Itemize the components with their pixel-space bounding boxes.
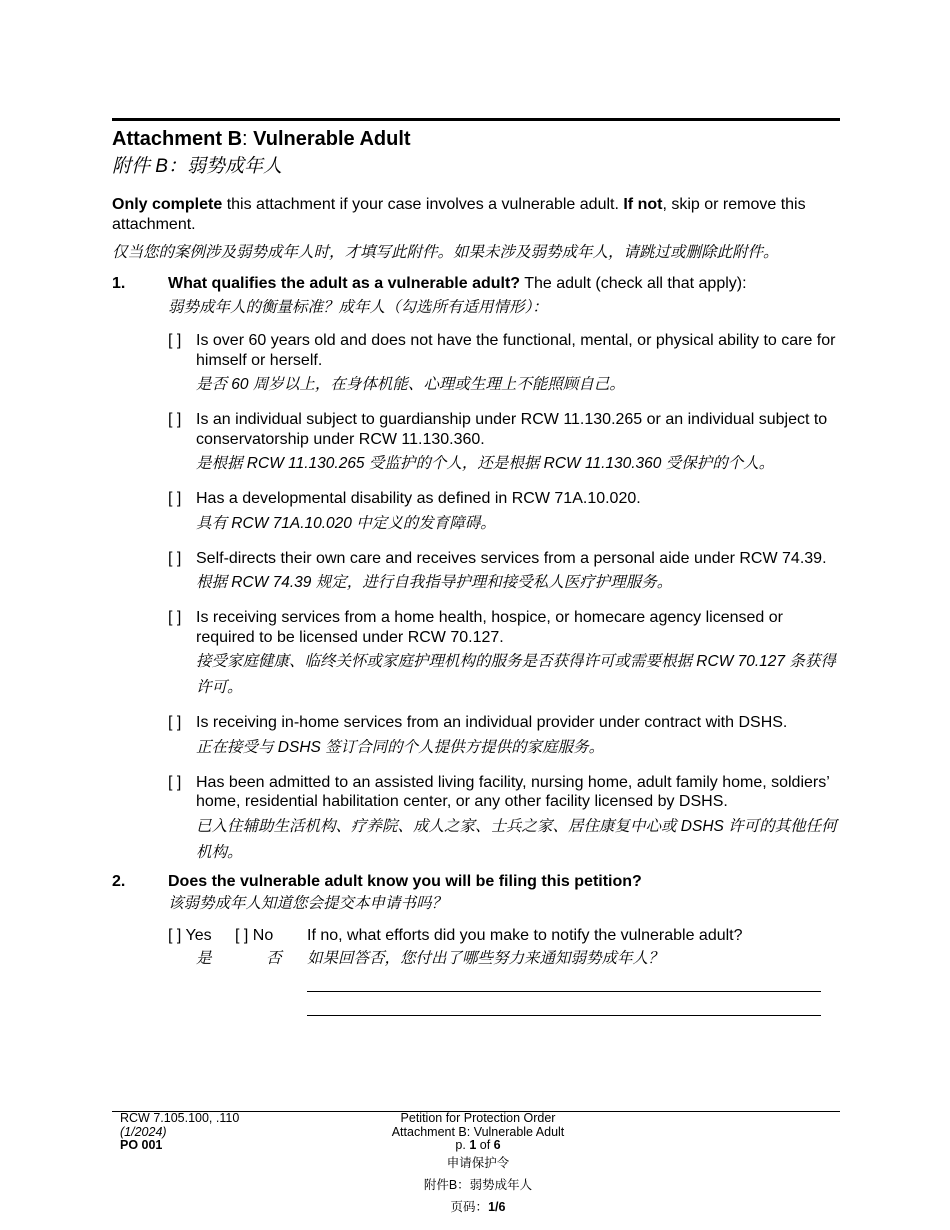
option-home-health bbox=[168, 608, 840, 701]
footer-date: (1/2024) bbox=[120, 1124, 167, 1139]
checkbox[interactable]: [ ] bbox=[168, 490, 182, 507]
question-1-rest: The adult (check all that apply): bbox=[520, 275, 747, 292]
title-separator: : bbox=[242, 128, 248, 150]
yes-label-cn: 是 bbox=[196, 949, 212, 967]
question-1 bbox=[112, 274, 840, 866]
option-developmental-disability bbox=[168, 489, 840, 537]
question-number: 1. bbox=[112, 275, 126, 292]
footer-subtitle: Attachment B: Vulnerable Adult bbox=[391, 1124, 565, 1139]
option-text: Is over 60 years old and does not have the functional, mental, or physical ability to care for himself or herself. bbox=[196, 332, 836, 369]
top-rule bbox=[112, 118, 840, 121]
title-rest: Vulnerable Adult bbox=[247, 128, 411, 150]
title-bold: Attachment B bbox=[112, 128, 243, 150]
option-text-cn: 已入住辅助生活机构、疗养院、成人之家、士兵之家、居住康复中心或 DSHS 许可的其他任何机构。 bbox=[196, 817, 837, 861]
footer-rcw: RCW 7.105.100, .110 bbox=[120, 1111, 240, 1125]
intro-text-2: , skip or remove this attachment. bbox=[112, 196, 806, 233]
question-2-cn: 该弱势成年人知道您会提交本申请书吗？ bbox=[168, 894, 448, 912]
question-1-bold: What qualifies the adult as a vulnerable adult? bbox=[168, 275, 521, 292]
if-no-question: If no, what efforts did you make to notify the vulnerable adult? bbox=[307, 926, 743, 944]
checkbox[interactable]: [ ] bbox=[168, 549, 182, 567]
footer-page-cn bbox=[112, 1197, 844, 1217]
option-text-cn: 具有 RCW 71A.10.020 中定义的发育障碍。 bbox=[196, 514, 496, 532]
option-personal-aide bbox=[168, 549, 840, 597]
intro-bold-2: If not bbox=[623, 196, 663, 213]
question-2 bbox=[112, 872, 840, 1016]
option-text: Has a developmental disability as defined in RCW 71A.10.020. bbox=[196, 490, 641, 507]
option-text: Self-directs their own care and receives services from a personal aide under RCW 74.39. bbox=[196, 549, 827, 567]
footer-page-prefix: p. bbox=[455, 1138, 470, 1152]
footer-page-cn-prefix: 页码： bbox=[450, 1199, 489, 1214]
footer-center bbox=[112, 1112, 844, 1217]
footer-page bbox=[112, 1139, 844, 1153]
footer-page-number: 1 bbox=[469, 1138, 477, 1152]
option-text-cn: 正在接受与 DSHS 签订合同的个人提供方提供的家庭服务。 bbox=[196, 738, 605, 756]
option-in-home-services bbox=[168, 713, 840, 761]
option-text-cn: 是根据 RCW 11.130.265 受监护的个人，还是根据 RCW 11.130.360 受保护的个人。 bbox=[196, 455, 775, 472]
footer-form: PO 001 bbox=[120, 1138, 163, 1152]
question-1-text bbox=[168, 274, 840, 294]
option-text: Is receiving services from a home health, hospice, or homecare agency licensed or required to be licensed under RCW 70.127. bbox=[196, 609, 783, 646]
yes-checkbox[interactable]: [ ] Yes bbox=[168, 926, 212, 944]
document-page bbox=[112, 118, 840, 1016]
footer-page-of: of bbox=[476, 1138, 494, 1152]
intro-text-1: this attachment if your case involves a vulnerable adult. bbox=[222, 196, 624, 213]
if-no-question-cn: 如果回答否，您付出了哪些努力来通知弱势成年人？ bbox=[307, 949, 664, 967]
no-label-cn: 否 bbox=[266, 949, 282, 967]
footer-title: Petition for Protection Order bbox=[400, 1111, 556, 1125]
yes-no-row bbox=[168, 926, 840, 1016]
checkbox[interactable]: [ ] bbox=[168, 609, 182, 626]
intro-text bbox=[112, 195, 840, 235]
no-checkbox[interactable]: [ ] No bbox=[235, 926, 274, 944]
option-guardianship bbox=[168, 410, 840, 477]
question-2-text bbox=[168, 872, 840, 892]
question-1-cn: 弱势成年人的衡量标准？成年人（勾选所有适用情形）： bbox=[168, 299, 548, 316]
checkbox[interactable]: [ ] bbox=[168, 714, 182, 731]
option-text-cn: 是否 60 周岁以上，在身体机能、心理或生理上不能照顾自己。 bbox=[196, 376, 625, 393]
option-text-cn: 根据 RCW 74.39 规定，进行自我指导护理和接受私人医疗护理服务。 bbox=[196, 574, 673, 591]
intro-bold-1: Only complete bbox=[112, 196, 223, 213]
page-footer bbox=[112, 1111, 840, 1214]
footer-title-cn: 申请保护令 bbox=[446, 1155, 510, 1170]
footer-page-cn-number: 1/6 bbox=[488, 1199, 506, 1214]
page-title bbox=[112, 127, 840, 151]
option-text: Is an individual subject to guardianship under RCW 11.130.265 or an individual subject to conservatorship under RCW 11.130.360. bbox=[196, 411, 828, 448]
option-text: Has been admitted to an assisted living facility, nursing home, adult family home, soldiers’ home, residential habilitation center, or any other facility licensed by DSHS. bbox=[196, 773, 830, 810]
page-title-cn: 附件 B：弱势成年人 bbox=[112, 156, 282, 177]
checkbox[interactable]: [ ] bbox=[168, 773, 182, 791]
question-2-bold: Does the vulnerable adult know you will be filing this petition? bbox=[168, 872, 642, 890]
option-text-cn: 接受家庭健康、临终关怀或家庭护理机构的服务是否获得许可或需要根据 RCW 70.127 条获得许可。 bbox=[196, 653, 836, 696]
checkbox[interactable]: [ ] bbox=[168, 411, 182, 428]
intro-text-cn: 仅当您的案例涉及弱势成年人时，才填写此附件。如果未涉及弱势成年人，请跳过或删除此附件。 bbox=[112, 244, 779, 261]
footer-page-total: 6 bbox=[493, 1138, 501, 1152]
answer-line-2[interactable] bbox=[307, 1015, 821, 1016]
option-text: Is receiving in-home services from an individual provider under contract with DSHS. bbox=[196, 714, 788, 731]
answer-line-1[interactable] bbox=[307, 991, 821, 992]
footer-subtitle-cn: 附件B：弱势成年人 bbox=[423, 1177, 533, 1192]
question-number: 2. bbox=[112, 872, 126, 890]
option-facility bbox=[168, 773, 840, 866]
checkbox[interactable]: [ ] bbox=[168, 332, 182, 349]
option-over-60 bbox=[168, 331, 840, 398]
